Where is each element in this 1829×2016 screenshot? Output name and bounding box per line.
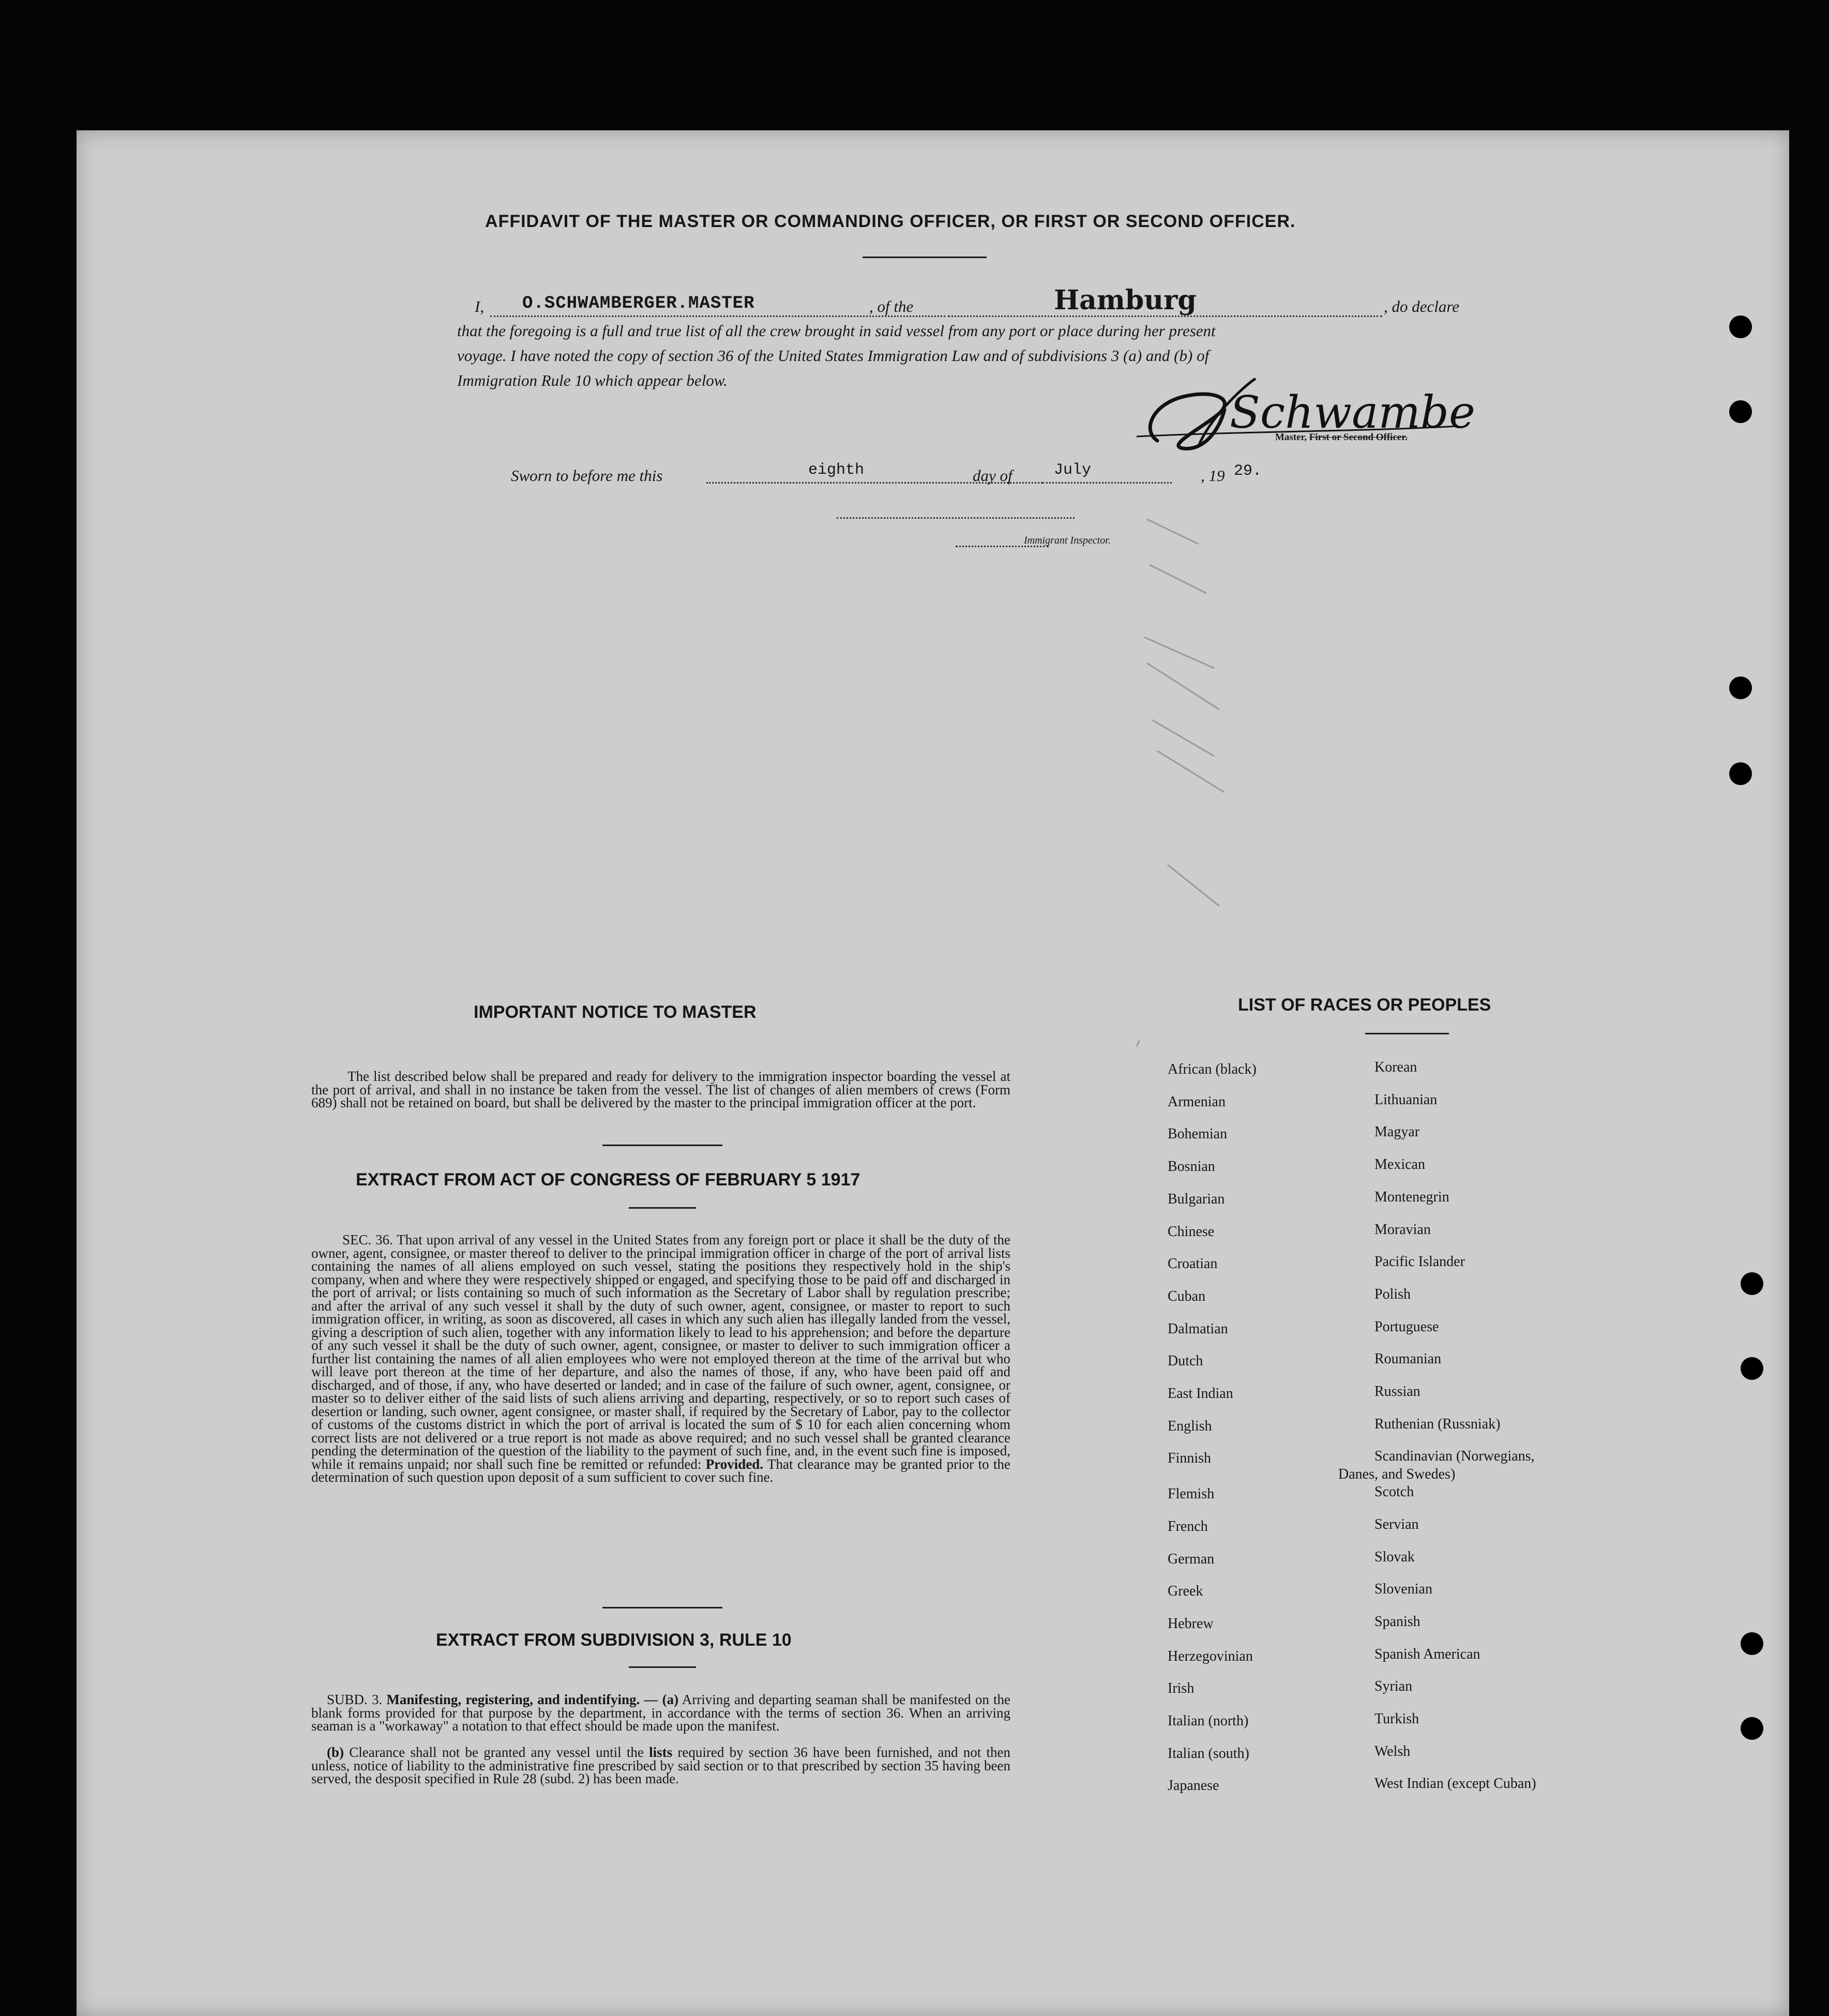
declaration-line-2: that the foregoing is a full and true list of all the crew brought in said vessel from any port or place during her present <box>457 322 1216 340</box>
race-item: Lithuanian <box>1374 1091 1438 1108</box>
race-item: Irish <box>1168 1680 1195 1697</box>
race-item: Roumanian <box>1374 1351 1442 1367</box>
punch-hole <box>1729 400 1752 423</box>
punch-hole <box>1741 1632 1763 1655</box>
act-rule <box>602 1607 722 1608</box>
race-item: Welsh <box>1374 1743 1411 1759</box>
race-item: Pacific Islander <box>1374 1254 1465 1270</box>
races-heading: LIST OF RACES OR PEOPLES <box>1238 995 1491 1015</box>
race-item: Mexican <box>1374 1156 1425 1173</box>
race-item: Japanese <box>1168 1778 1219 1794</box>
act-text-body: SEC. 36. That upon arrival of any vessel in the United States from any foreign port or place it shall be the duty of the owner, agent, consignee, or master thereof to deliver to the principal immigration officer in charge of the port of arrival lists containing the names of all aliens employed on such vessel, stating the positions they respectively hold in the ship's company, when and where they were respectively shipped or engaged, and specifying those to be paid off and discharged in the port of arrival; or lists containing so much of such information as the Secretary of Labor shall by regulation prescribe; and after the arrival of any such vessel it shall by the duty of such owner, agent, consignee, or master to report to such immigration officer, in writing, as soon as discovered, all cases in which any such alien has illegally landed from the vessel, giving a description of such alien, together with any information likely to lead to his apprehension; and before the departure of any such vessel it shall be the duty of such owner, agent, consignee, or master to deliver to such immigration officer a further list containing the names of all alien employees who were not employed thereon at the time of the arrival but who will leave port thereon at the time of her departure, and also the names of those, if any, who have been paid off and discharged, and of those, if any, who have deserted or landed; and in case of the failure of such owner, agent, consignee, or master so to deliver either of the said lists of such aliens arriving and departing, respectively, or so to report such cases of desertion or landing, such owner, agent consignee, or master shall, if required by the Secretary of Labor, pay to the collector of customs of the customs district in which the port of arrival is located the sum of $ 10 for each alien concerning whom correct lists are not delivered or a true report is not made as above required; and no such vessel shall be granted clearance pending the determination of the question of the liability to the payment of such fine, and, in the event such fine is imposed, while it remains unpaid; nor shall such fine be remitted or refunded: <box>311 1232 1010 1472</box>
race-item: Polish <box>1374 1286 1411 1302</box>
punch-hole <box>1729 315 1752 338</box>
race-item: Servian <box>1374 1516 1419 1532</box>
act-text <box>311 1233 1010 1484</box>
signature-caption <box>1275 432 1408 443</box>
punch-hole <box>1729 676 1752 699</box>
race-item: German <box>1168 1551 1215 1567</box>
signature-text: Schwambe <box>1230 387 1475 439</box>
race-item: East Indian <box>1168 1386 1233 1402</box>
notice-text: The list described below shall be prepared and ready for delivery to the immigration inspector boarding the vessel at the port of arrival, and shall in no instance be taken from the vessel. The list of changes of alien members of crews (Form 689) shall not be retained on board, but shall be delivered by the master to the principal immigration officer at the port. <box>311 1069 1010 1110</box>
race-item: West Indian (except Cuban) <box>1374 1776 1536 1792</box>
subd-b-text-2: required by section 36 have been furnished, and not then unless, notice of liability to the administrative fine prescribed by said section or to that prescribed by section 35 having been served, the desposit specified in Rule 28 (subd. 2) has been made. <box>311 1744 1011 1786</box>
sworn-month-line <box>1042 482 1172 484</box>
race-item: Moravian <box>1374 1221 1431 1238</box>
subd-title: Manifesting, registering, and indentifying. <box>386 1692 640 1707</box>
race-item: Hebrew <box>1168 1615 1214 1632</box>
race-item: Spanish <box>1374 1613 1420 1630</box>
inspector-caption: Immigrant Inspector. <box>1024 535 1111 546</box>
race-item: Dutch <box>1168 1353 1203 1370</box>
subd-b-text-1: Clearance shall not be granted any vessel until the <box>349 1744 644 1760</box>
race-item: Spanish American <box>1374 1646 1480 1662</box>
race-item: Ruthenian (Russniak) <box>1374 1416 1501 1432</box>
race-item: Croatian <box>1168 1256 1218 1272</box>
race-item: Italian (north) <box>1168 1713 1249 1729</box>
race-item: Montenegrin <box>1374 1188 1449 1205</box>
race-item: Scotch <box>1374 1484 1414 1500</box>
race-item: English <box>1168 1418 1212 1434</box>
notice-heading: IMPORTANT NOTICE TO MASTER <box>474 1002 757 1022</box>
race-item: Cuban <box>1168 1288 1206 1304</box>
sworn-label: Sworn to before me this <box>511 467 663 485</box>
race-item: Magyar <box>1374 1124 1420 1140</box>
race-item: Greek <box>1168 1583 1203 1600</box>
punch-hole <box>1741 1357 1763 1380</box>
year-label: , 19 <box>1201 467 1225 485</box>
act-heading-rule <box>629 1207 696 1209</box>
punch-hole <box>1741 1717 1763 1740</box>
race-item: Chinese <box>1168 1223 1215 1240</box>
race-item: Syrian <box>1374 1678 1413 1695</box>
race-item: Bulgarian <box>1168 1191 1225 1207</box>
race-item: Herzegovinian <box>1168 1648 1253 1664</box>
master-signature <box>1137 368 1478 461</box>
rule-text-b <box>311 1746 1010 1786</box>
race-item: Korean <box>1374 1059 1417 1075</box>
do-declare-label: , do declare <box>1384 297 1460 315</box>
race-item: Flemish <box>1168 1486 1215 1502</box>
subd-a-label: — (a) <box>644 1692 679 1707</box>
race-item: Scandinavian (Norwegians, <box>1374 1448 1535 1465</box>
subd-label: SUBD. 3. <box>327 1692 383 1707</box>
race-item: Turkish <box>1374 1711 1419 1727</box>
heading-rule <box>863 257 987 258</box>
race-item: Slovak <box>1374 1548 1415 1565</box>
races-heading-rule <box>1365 1033 1449 1034</box>
subd-b-label: (b) <box>327 1744 344 1760</box>
inspector-signature-line-1 <box>837 517 1075 519</box>
i-label: I, <box>475 297 485 315</box>
vessel-name-value: Hamburg <box>1054 284 1197 316</box>
rule-heading-rule <box>629 1666 696 1668</box>
sworn-year-value: 29. <box>1234 462 1262 480</box>
race-item: Bohemian <box>1168 1126 1228 1142</box>
race-item: Slovenian <box>1374 1581 1432 1598</box>
notice-rule <box>602 1145 722 1146</box>
race-item: Armenian <box>1168 1093 1226 1110</box>
subd-b-lists: lists <box>649 1744 673 1760</box>
rule-text-a <box>311 1693 1010 1733</box>
race-scandinavian-continued: Danes, and Swedes) <box>1338 1466 1456 1482</box>
race-item: Finnish <box>1168 1450 1212 1467</box>
act-heading: EXTRACT FROM ACT OF CONGRESS OF FEBRUARY 5 1917 <box>356 1170 860 1190</box>
act-provided-label: Provided. <box>705 1456 764 1472</box>
sworn-month-value: July <box>1054 461 1092 479</box>
master-name-value: O.SCHWAMBERGER.MASTER <box>522 294 755 313</box>
punch-hole <box>1741 1272 1763 1295</box>
act-text-end: That clearance may be granted prior to the determination of such question upon deposit of a sum sufficient to cover such fine. <box>311 1456 1011 1485</box>
race-item: Bosnian <box>1168 1159 1215 1175</box>
race-item: Dalmatian <box>1168 1320 1228 1337</box>
race-item: Portuguese <box>1374 1318 1439 1335</box>
subd-a-text: Arriving and departing seaman shall be manifested on the blank forms provided for that purpose by the department, in accordance with the terms of section 36. When an arriving seaman is a "workaway" a notation to that effect should be made upon the manifest. <box>311 1692 1011 1734</box>
race-item: French <box>1168 1518 1208 1534</box>
day-of-label: day of <box>973 467 1012 485</box>
declaration-line-3: voyage. I have noted the copy of section 36 of the United States Immigration Law and of subdivisions 3 (a) and (b) of <box>457 347 1210 365</box>
document-page <box>77 130 1789 2016</box>
race-item: Italian (south) <box>1168 1745 1249 1762</box>
of-the-label: , of the <box>869 297 914 315</box>
affidavit-heading: AFFIDAVIT OF THE MASTER OR COMMANDING OFFICER, OR FIRST OR SECOND OFFICER. <box>485 212 1296 231</box>
sworn-day-value: eighth <box>808 461 865 479</box>
signature-caption-master: Master, <box>1275 432 1309 443</box>
race-item: African (black) <box>1168 1061 1257 1077</box>
race-item: Russian <box>1374 1383 1420 1400</box>
signature-caption-struck: First or Second Officer. <box>1309 432 1408 443</box>
declaration-line-4: Immigration Rule 10 which appear below. <box>457 371 728 389</box>
rule-heading: EXTRACT FROM SUBDIVISION 3, RULE 10 <box>436 1630 792 1650</box>
punch-hole <box>1729 762 1752 785</box>
